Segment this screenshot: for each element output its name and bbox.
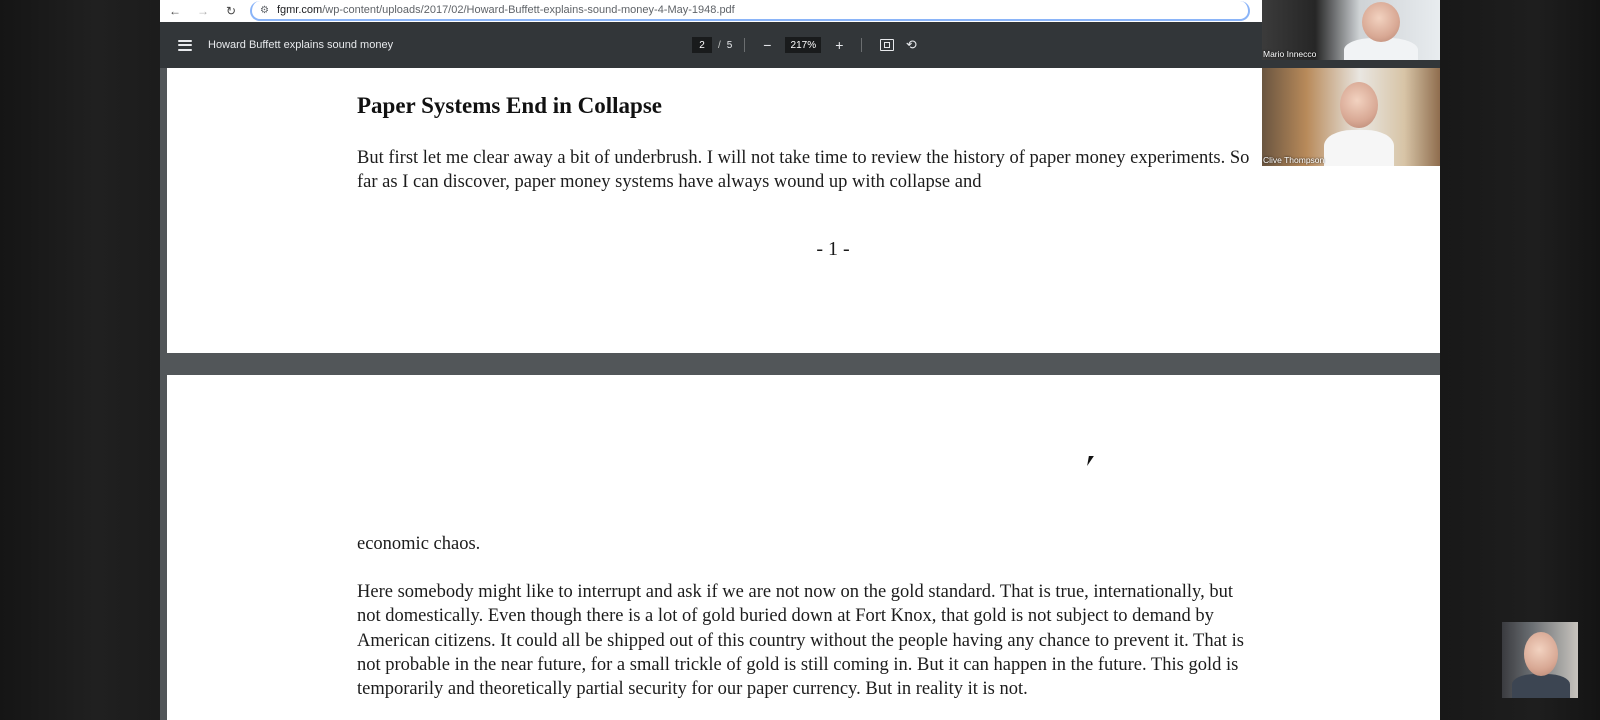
page-number-footer: - 1 -: [816, 238, 850, 260]
fit-to-page-icon[interactable]: [880, 39, 894, 51]
document-title: Howard Buffett explains sound money: [208, 39, 394, 51]
toolbar-divider: [861, 38, 862, 52]
zoom-level-input[interactable]: 217%: [785, 37, 821, 53]
total-pages: 5: [726, 39, 733, 51]
forward-arrow-icon: →: [197, 4, 209, 18]
url-host: fgmr.com: [276, 4, 323, 16]
browser-window: [160, 0, 1440, 720]
self-view-tile[interactable]: [1502, 622, 1578, 698]
section-heading: Paper Systems End in Collapse: [357, 93, 663, 118]
menu-icon[interactable]: [178, 40, 192, 51]
page-1-paragraph: But first let me clear away a bit of underbrush. I will not take time to review the history of paper money experiments. So far as I can discover, paper money systems have always wound up with collapse and: [357, 148, 1250, 193]
self-shirt: [1512, 674, 1570, 698]
toolbar-controls: [692, 22, 918, 68]
video-tile-mario[interactable]: [1262, 0, 1440, 60]
address-bar: [160, 0, 1440, 22]
rotate-icon[interactable]: ⟲: [905, 37, 917, 52]
participant-shirt: [1324, 130, 1394, 166]
participant-face: [1340, 82, 1378, 128]
page-2-first-line: economic chaos.: [357, 534, 481, 554]
participant-face: [1362, 2, 1400, 42]
back-arrow-icon: ←: [169, 4, 181, 18]
page-2-paragraph: Here somebody might like to interrupt and ask if we are not now on the gold standard. That is true, internationally, but not domestically. Even though there is a lot of gold buried down at Fort Knox, that gold is not subject to demand by American citizens. It could all be shipped out of this country without the people having any chance to prevent it. That is not probable in the near future, for a small trickle of gold is still coming in. But it can happen in the future. This gold is temporarily and theoretically partial security for our paper currency. But in reality it is not.: [357, 582, 1244, 700]
forward-button[interactable]: [190, 3, 216, 19]
video-tile-clive[interactable]: [1262, 68, 1440, 166]
reload-button[interactable]: [218, 3, 244, 19]
back-button[interactable]: [162, 3, 188, 19]
page-number-input[interactable]: 2: [692, 37, 712, 53]
pdf-toolbar: [160, 22, 1440, 68]
pdf-page-1: [167, 68, 1440, 353]
self-face: [1524, 632, 1558, 676]
zoom-in-button[interactable]: +: [835, 37, 844, 53]
toolbar-divider: [744, 38, 745, 52]
participant-name: Mario Innecco: [1263, 49, 1317, 59]
reload-icon: ↻: [225, 4, 237, 18]
participant-name: Clive Thompson: [1263, 155, 1325, 165]
pdf-page-2: [167, 375, 1440, 720]
page-separator: /: [718, 39, 721, 51]
url-input[interactable]: [250, 1, 1250, 21]
site-info-icon[interactable]: ⚙: [260, 4, 269, 16]
url-path: /wp-content/uploads/2017/02/Howard-Buffett-explains-sound-money-4-May-1948.pdf: [322, 4, 735, 16]
zoom-out-button[interactable]: −: [763, 37, 772, 53]
